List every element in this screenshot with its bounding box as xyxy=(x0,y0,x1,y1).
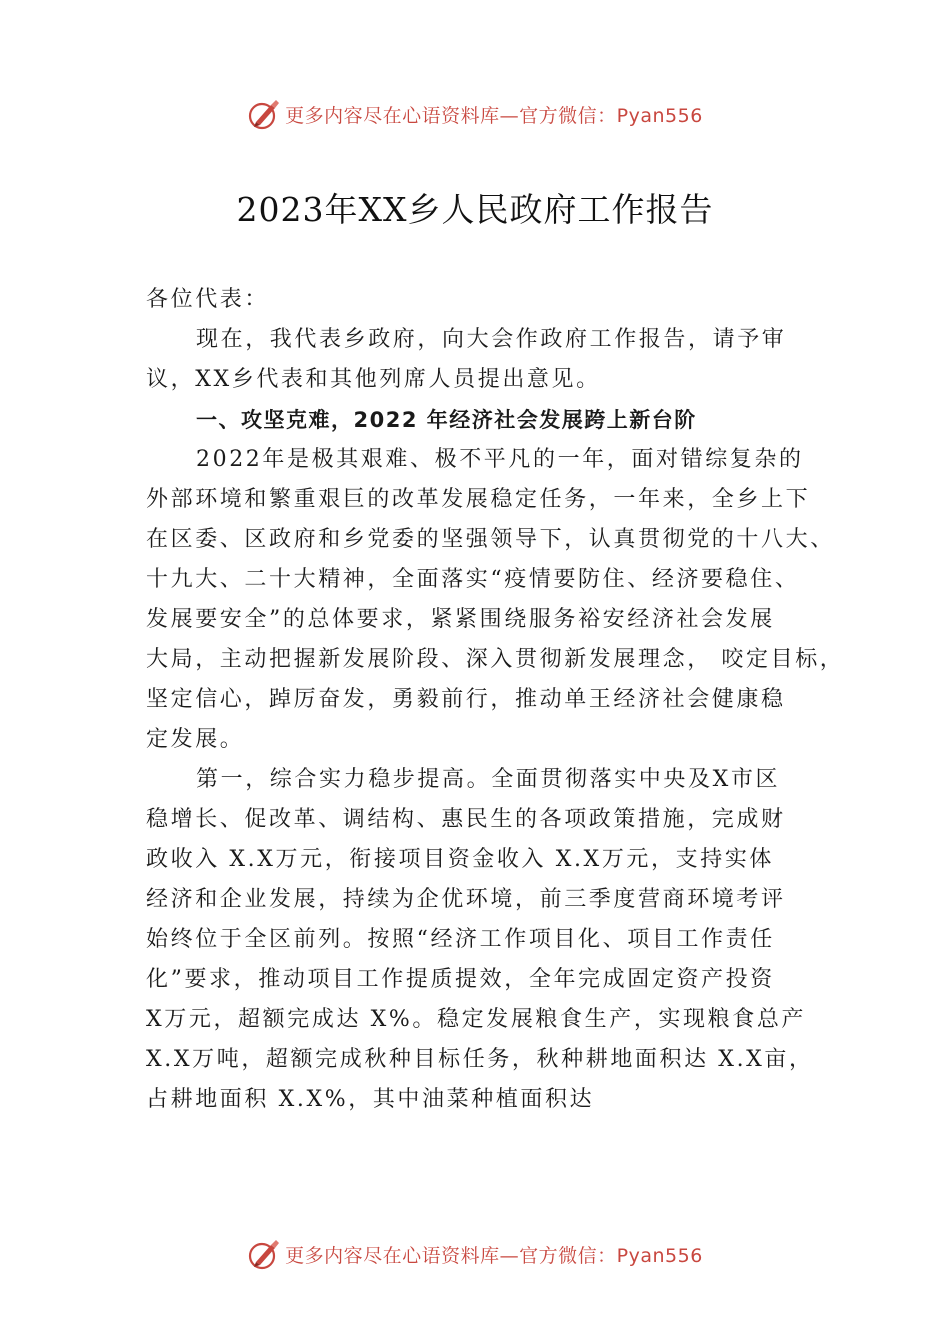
paragraph-line: X.X万吨，超额完成秋种目标任务，秋种耕地面积达 X.X亩， xyxy=(146,1047,814,1072)
watermark-footer xyxy=(0,1234,950,1274)
watermark-header xyxy=(0,94,950,134)
paragraph-line: 始终位于全区前列。按照“经济工作项目化、项目工作责任 xyxy=(146,927,775,952)
paragraph-line: X万元，超额完成达 X%。稳定发展粮食生产，实现粮食总产 xyxy=(146,1007,807,1032)
document-title: 2023年XX乡人民政府工作报告 xyxy=(236,190,714,229)
paragraph-line: 在区委、区政府和乡党委的坚强领导下，认真贯彻党的十八大、 xyxy=(146,527,835,552)
watermark-text: 更多内容尽在心语资料库—官方微信：Pyan556 xyxy=(285,1244,703,1267)
paragraph-line: 2022年是极其艰难、极不平凡的一年，面对错综复杂的 xyxy=(196,447,804,472)
paragraph-line: 外部环境和繁重艰巨的改革发展稳定任务，一年来，全乡上下 xyxy=(146,487,811,512)
salutation: 各位代表： xyxy=(146,287,270,312)
section-heading: 一、攻坚克难，2022 年经济社会发展跨上新台阶 xyxy=(196,408,697,432)
paragraph-line: 发展要安全”的总体要求，紧紧围绕服务裕安经济社会发展 xyxy=(146,607,775,632)
paragraph-line: 定发展。 xyxy=(146,727,245,752)
watermark-text: 更多内容尽在心语资料库—官方微信：Pyan556 xyxy=(285,104,703,127)
paragraph-line: 经济和企业发展，持续为企优环境，前三季度营商环境考评 xyxy=(146,887,786,912)
paragraph-line: 大局，主动把握新发展阶段、深入贯彻新发展理念， 咬定目标， xyxy=(146,647,845,672)
pen-logo-icon xyxy=(247,97,281,131)
paragraph-line: 政收入 X.X万元，衔接项目资金收入 X.X万元，支持实体 xyxy=(146,847,775,872)
pen-logo-icon xyxy=(247,1237,281,1271)
paragraph-line: 现在，我代表乡政府，向大会作政府工作报告，请予审 xyxy=(196,327,787,352)
paragraph-line: 议，XX乡代表和其他列席人员提出意见。 xyxy=(146,367,601,392)
paragraph-line: 占耕地面积 X.X%，其中油菜种植面积达 xyxy=(146,1087,595,1112)
document-body xyxy=(146,280,846,1120)
paragraph-line: 化”要求，推动项目工作提质提效，全年完成固定资产投资 xyxy=(146,967,775,992)
paragraph-line: 稳增长、促改革、调结构、惠民生的各项政策措施，完成财 xyxy=(146,807,786,832)
paragraph-line: 第一，综合实力稳步提高。全面贯彻落实中央及X市区 xyxy=(196,767,781,792)
paragraph-line: 十九大、二十大精神，全面落实“疫情要防住、经济要稳住、 xyxy=(146,567,800,592)
paragraph-line: 坚定信心，踔厉奋发，勇毅前行，推动单王经济社会健康稳 xyxy=(146,687,786,712)
